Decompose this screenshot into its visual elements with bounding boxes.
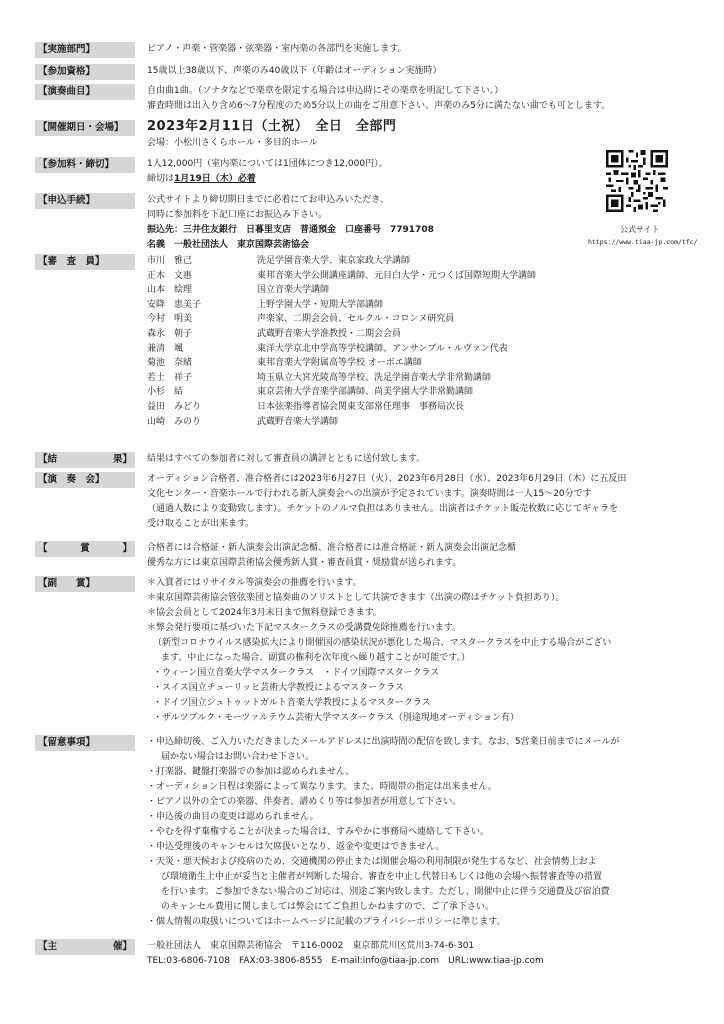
label-date-venue: 【開催期日・会場】 xyxy=(35,120,135,136)
concert-text-2: 文化センター・音楽ホールで行われる新人演奏会への出演が予定されています。演奏時間は一人15〜20分です xyxy=(147,489,592,499)
concert-text-4: 受け取ることが出来ます。 xyxy=(147,519,255,529)
extra-prize-line: ・ウィーン国立音楽大学マスタークラス ・ドイツ国際マスタークラス xyxy=(153,668,440,678)
deadline-date: 1月19日（木）必着 xyxy=(174,174,256,184)
judge-row: 若土 祥子 埼玉県立大宮光陵高等学校、洗足学園音楽大学非常勤講師 xyxy=(147,372,492,383)
note-line: ・申込受理後のキャンセルは欠席扱いとなり、返金や変更はできません。 xyxy=(147,842,445,852)
judge-row: 小杉 結 東京芸術大学音楽学部講師、尚美学園大学非常勤講師 xyxy=(147,387,474,398)
application-text-1: 公式サイトより締切期日までに必着にてお申込みいただき、 xyxy=(147,195,390,205)
label-notes: 【留意事項】 xyxy=(35,735,135,751)
note-line: ・申込締切後、ご入力いただきましたメールアドレスに出演時間の配信を致します。なお、5営業日前までにメールが xyxy=(147,737,620,747)
extra-prize-line: ・ドイツ国立シュトゥットガルト音楽大学教授によるマスタークラス xyxy=(153,698,431,708)
note-line: ・天災・悪天候および疫病のため、交通機関の停止または開催会場の利用制限が発生するなど、社会情勢上およ xyxy=(147,857,597,867)
note-line: 届かない場合はお問い合わせ下さい。 xyxy=(161,752,315,762)
note-line: ・申込後の曲目の変更は認められません。 xyxy=(147,812,319,822)
extra-prize-line: ＊弊会発行要項に基づいた下記マスタークラスの受講費免除推薦を行います。 xyxy=(147,623,462,633)
note-line: び環境衛生上中止が妥当と主催者が判断した場合、審査を中止し代替日もしくは他の会場へ振替審査等の措置 xyxy=(161,872,603,882)
label-results: 【結 果】 xyxy=(35,452,135,468)
judge-row: 菊池 奈緒 東邦音楽大学附属高等学校 オーボエ講師 xyxy=(147,358,422,369)
note-line: を行います。ご参加できない場合のご対応は、別途ご案内致します。ただし、開催中止に伴う交通費及び宿泊費 xyxy=(161,887,610,897)
note-line: ・ピアノ以外の全ての楽器、伴奏者、譜めくり等は参加者が用意して下さい。 xyxy=(147,797,462,807)
label-prize: 【 賞 】 xyxy=(35,541,135,557)
note-line: ・打楽器、鍵盤打楽器での参加は認められません。 xyxy=(147,767,355,777)
judge-row: 今村 明美 声楽家、二期会会員、セルクル・コロンヌ研究員 xyxy=(147,314,455,325)
fee-text: 1人12,000円（室内楽については1団体につき12,000円）。 xyxy=(147,159,388,169)
event-date: 2023年2月11日（土祝） 全日 全部門 xyxy=(147,119,397,134)
bank-account: 振込先：三井住友銀行 日暮里支店 普通預金 口座番号 7791708 xyxy=(147,225,434,235)
repertoire-text-1: 自由曲1曲。（ソナタなどで楽章を限定する場合は申込時にその楽章を明記して下さい。） xyxy=(147,86,504,96)
extra-prize-line: ＊協会会員として2024年3月末日まで無料登録できます。 xyxy=(147,608,382,618)
extra-prize-line: ＊入賞者にはリサイタル等演奏会の推薦を行います。 xyxy=(147,578,362,588)
judge-row: 山本 絵理 国立音楽大学講師 xyxy=(147,285,330,296)
label-divisions: 【実施部門】 xyxy=(35,42,135,58)
event-venue: 会場：小松川さくらホール・多目的ホール xyxy=(147,138,318,148)
judge-row: 山崎 みのり 武蔵野音楽大学講師 xyxy=(147,416,339,427)
label-application: 【申込手続】 xyxy=(35,193,135,209)
note-line: ・やむを得ず棄権することが決まった場合は、すみやかに事務局へ連絡して下さい。 xyxy=(147,827,490,837)
label-repertoire: 【演奏曲目】 xyxy=(35,84,135,100)
divisions-text: ピアノ・声楽・管楽器・弦楽器・室内楽の各部門を実施します。 xyxy=(147,44,407,54)
label-fee: 【参加料・締切】 xyxy=(35,157,135,173)
label-organizer: 【主 催】 xyxy=(35,939,135,955)
organizer-address: 一般社団法人 東京国際芸術協会 〒116-0002 東京都荒川区荒川3-74-6-301 xyxy=(147,941,475,951)
judge-row: 安降 恵美子 上野学園大学・短期大学部講師 xyxy=(147,299,384,310)
judge-row: 兼清 颯 東洋大学京北中学高等学校講師、アンサンブル・ルヴァン代表 xyxy=(147,343,508,354)
prize-text-1: 合格者には合格証・新人演奏会出演記念楯、准合格者には准合格証・新人演奏会出演記念楯 xyxy=(147,543,517,553)
account-name: 名義 一般社団法人 東京国際芸術協会 xyxy=(147,240,310,250)
eligibility-text: 15歳以上38歳以下、声楽のみ40歳以下（年齢はオーディション実施時） xyxy=(147,66,442,76)
extra-prize-line: ・ザルツブルク・モーツァルテウム芸術大学マスタークラス（別途現地オーディション有） xyxy=(153,713,519,723)
prize-text-2: 優秀な方には東京国際芸術協会優秀新人賞・審査員賞・奨励賞が送られます。 xyxy=(147,558,462,568)
note-line: のキャンセル費用に関しましては弊会にてご負担しかねますので、ご了承下さい。 xyxy=(161,902,494,912)
note-line: ・オーディション日程は楽器によって異なります。また、時間帯の指定は出来ません。 xyxy=(147,782,497,792)
judge-row: 市川 雅己 洗足学園音楽大学、東京家政大学講師 xyxy=(147,256,411,266)
extra-prize-line: ＊東京国際芸術協会管弦楽団と協奏曲のソリストとして共演できます（出演の際はチケット負担あり）。 xyxy=(147,593,565,603)
extra-prize-line: （新型コロナウイルス感染拡大により開催国の感染状況が悪化した場合、マスタークラスを中止する場合がござい xyxy=(153,638,612,648)
label-judges: 【審 査 員】 xyxy=(35,254,135,270)
label-eligibility: 【参加資格】 xyxy=(35,64,135,80)
judge-list xyxy=(147,254,607,429)
extra-prize-line: ます。中止になった場合、副賞の権利を次年度へ繰り越すことが可能です。） xyxy=(161,653,471,663)
repertoire-text-2: 審査時間は出入り含め6〜7分程度のため5分以上の曲をご用意下さい。声楽のみ5分に満たない曲でも可とします。 xyxy=(147,101,611,111)
organizer-contact[interactable]: TEL:03-6806-7108 FAX:03-3806-8555 E-mail:info@tiaa-jp.com URL:www.tiaa-jp.com xyxy=(147,956,544,966)
deadline-prefix: 締切は xyxy=(147,174,175,184)
application-text-2: 同時に参加料を下記口座にお振込み下さい。 xyxy=(147,210,328,220)
concert-text-3: （通過人数により変動致します）。チケットのノルマ負担はありません。出演者はチケット販売枚数に応じてギャラを xyxy=(147,504,619,514)
concert-text-1: オーディション合格者、准合格者には2023年6月27日（火）、2023年6月28日（水）、2023年6月29日（木）に五反田 xyxy=(147,474,627,484)
judge-row: 森永 朝子 武蔵野音楽大学准教授・二期会会員 xyxy=(147,328,402,339)
judge-row: 正木 文惠 東邦音楽大学公開講座講師、元目白大学・元つくば国際短期大学講師 xyxy=(147,270,537,281)
results-text: 結果はすべての参加者に対して審査員の講評とともに送付致します。 xyxy=(147,454,426,464)
qr-caption: 公式サイト xyxy=(620,225,660,234)
judge-row: 益田 みどり 日本弦楽指導者協会関東支部常任理事 事務局次長 xyxy=(147,401,465,412)
note-line: ・個人情報の取扱いについてはホームページに記載のプライバシーポリシーに準じます。 xyxy=(147,917,506,927)
label-extra-prize: 【副 賞】 xyxy=(35,576,135,592)
extra-prize-line: ・スイス国立チューリッヒ芸術大学教授によるマスタークラス xyxy=(153,683,404,693)
label-concert: 【演 奏 会】 xyxy=(35,472,135,488)
qr-url[interactable]: https://www.tiaa-jp.com/tfc/ xyxy=(588,238,698,246)
